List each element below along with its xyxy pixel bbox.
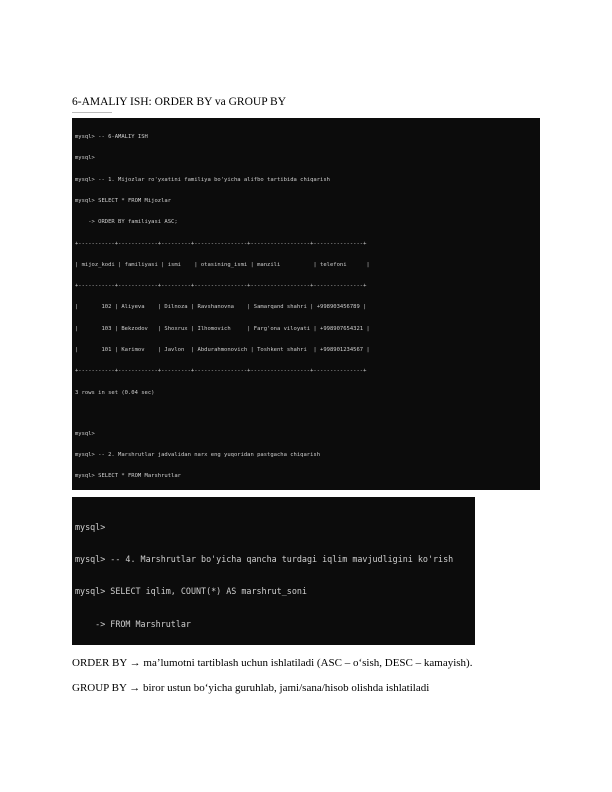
terminal-screenshot-1 [72, 118, 540, 490]
terminal-line: +-----------+------------+---------+----------------+------------------+---------------+ [75, 240, 367, 247]
terminal-line: +-----------+------------+---------+----------------+------------------+---------------+ [75, 368, 367, 375]
terminal-line [75, 411, 537, 417]
terminal-line: mysql> SELECT iqlim, COUNT(*) AS marshrut_soni [75, 586, 307, 597]
terminal-line: -> FROM Marshrutlar [75, 618, 191, 629]
group-by-note: GROUP BY → biror ustun bo‘yicha guruhlab, jami/sana/hisob olishda ishlatiladi [72, 682, 430, 694]
terminal-line: | 101 | Karimov | Javlon | Abdurahmonovich | Toshkent shahri | +998901234567 | [75, 347, 370, 353]
terminal-line: mysql> [75, 430, 95, 437]
terminal-line: | 102 | Aliyeva | Dilnoza | Ravshanovna | Samarqand shahri | +998903456789 | [75, 304, 367, 311]
terminal-line: mysql> SELECT * FROM Mijozlar [75, 198, 172, 205]
terminal-line: -> ORDER BY familiyasi ASC; [75, 219, 178, 226]
title-underline [72, 112, 112, 113]
terminal-line: mysql> -- 2. Marshrutlar jadvalidan narx eng yuqoridan pastgacha chiqarish [75, 451, 321, 458]
terminal-line: mysql> [75, 521, 106, 532]
order-by-note: ORDER BY → ma’lumotni tartiblash uchun ishlatiladi (ASC – o‘sish, DESC – kamayish). [72, 657, 473, 669]
terminal-line: mysql> -- 1. Mijozlar ro'yxatini familiya bo'yicha alifbo tartibida chiqarish [75, 176, 330, 183]
terminal-line: | 103 | Bekzodov | Shoxrux | Ilhomovich | Farg'ona viloyati | +998907654321 | [75, 325, 370, 332]
terminal-line: | mijoz_kodi | familiyasi | ismi | otasining_ismi | manzili | telefoni | [75, 261, 370, 268]
page-title: 6-AMALIY ISH: ORDER BY va GROUP BY [72, 96, 287, 108]
terminal-line: 3 rows in set (0.04 sec) [75, 389, 155, 396]
terminal-line: mysql> [75, 155, 95, 162]
terminal-screenshot-2 [72, 497, 475, 645]
terminal-line: mysql> SELECT * FROM Marshrutlar [75, 473, 181, 480]
terminal-line: mysql> -- 6-AMALIY ISH [75, 134, 148, 141]
terminal-line: mysql> -- 4. Marshrutlar bo'yicha qancha turdagi iqlim mavjudligini ko'rish [75, 553, 454, 564]
terminal-line: +-----------+------------+---------+----------------+------------------+---------------+ [75, 283, 367, 290]
